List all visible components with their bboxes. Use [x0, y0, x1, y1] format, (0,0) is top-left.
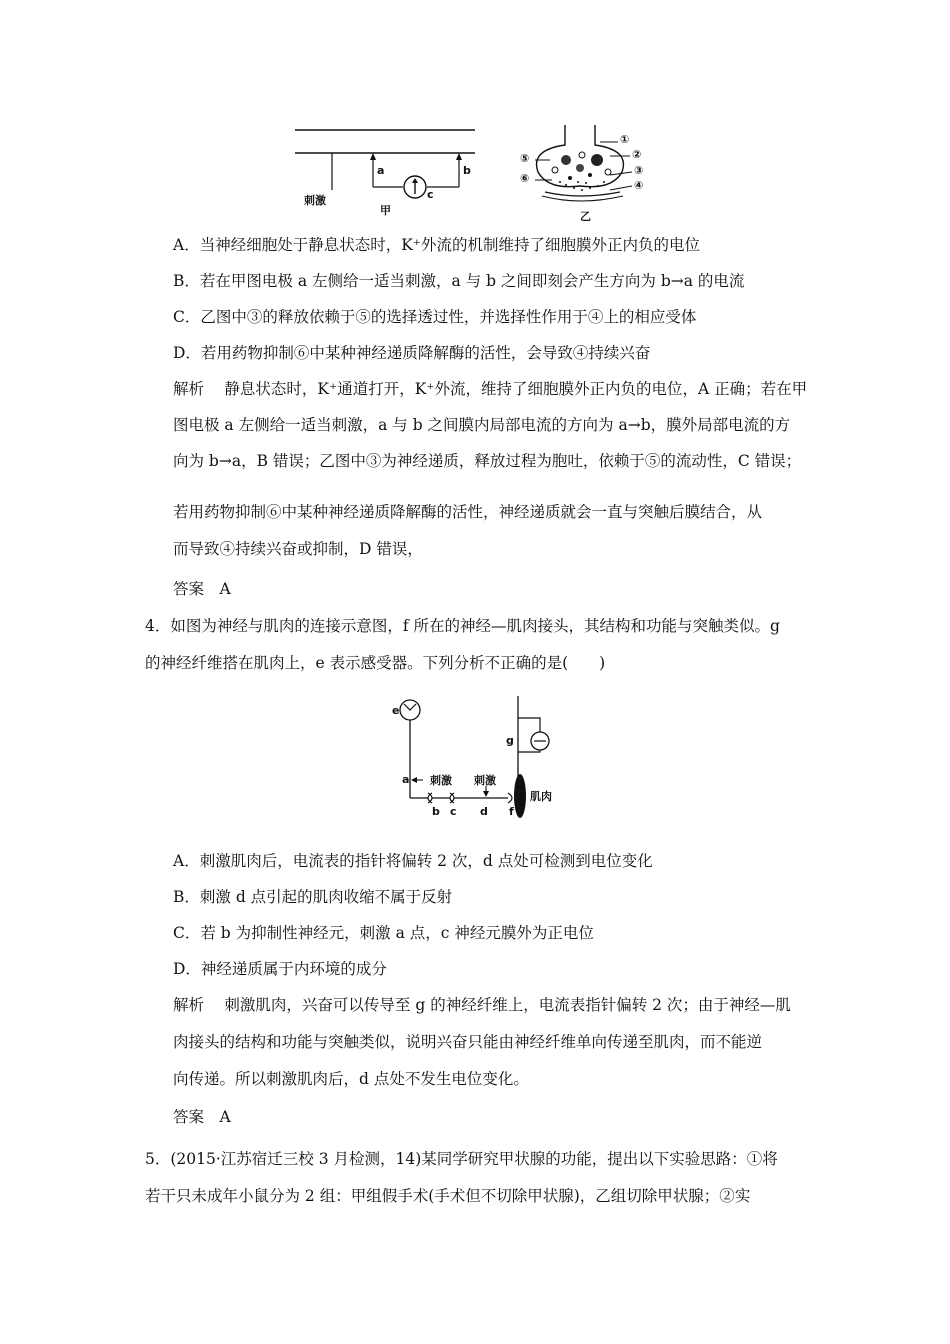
q4-option-b: B．刺激 d 点引起的肌肉收缩不属于反射 [173, 888, 453, 906]
label-b: b [432, 805, 440, 818]
label-stim: 刺激 [304, 194, 326, 207]
q3-analysis-line: 图电极 a 左侧给一适当刺激，a 与 b 之间膜内局部电流的方向为 a→b，膜外局部电流的方 [173, 416, 791, 434]
label-f: f [509, 805, 514, 818]
q4-stem-line: 的神经纤维搭在肌肉上，e 表示感受器。下列分析不正确的是( ) [145, 654, 606, 672]
q4-analysis-line: 解析 刺激肌肉，兴奋可以传导至 g 的神经纤维上，电流表指针偏转 2 次；由于神经—肌 [173, 996, 791, 1014]
q5-stem-line: 5．(2015·江苏宿迁三校 3 月检测，14)某同学研究甲状腺的功能，提出以下实验思路：①将 [145, 1150, 778, 1168]
label-stim2: 刺激 [474, 774, 496, 787]
figure-nerve-muscle [388, 688, 568, 823]
label-a: a [377, 164, 385, 177]
q4-option-c: C．若 b 为抑制性神经元，刺激 a 点，c 神经元膜外为正电位 [173, 924, 594, 942]
label-c: c [450, 805, 457, 818]
label-g: g [506, 734, 514, 747]
label-a: a [402, 773, 410, 786]
label-e: e [392, 704, 400, 717]
q3-option-c: C．乙图中③的释放依赖于⑤的选择透过性，并选择性作用于④上的相应受体 [173, 308, 697, 326]
marker-6: ⑥ [520, 172, 530, 185]
marker-2: ② [632, 148, 642, 161]
label-d: d [480, 805, 488, 818]
q3-option-b: B．若在甲图电极 a 左侧给一适当刺激，a 与 b 之间即刻会产生方向为 b→a 的电流 [173, 272, 745, 290]
q3-analysis-line: 而导致④持续兴奋或抑制，D 错误， [173, 540, 423, 558]
label-b: b [463, 164, 471, 177]
label-muscle: 肌肉 [530, 790, 552, 803]
q4-option-a: A．刺激肌肉后，电流表的指针将偏转 2 次，d 点处可检测到电位变化 [173, 852, 653, 870]
label-yi: 乙 [580, 210, 591, 223]
q4-analysis-line: 肉接头的结构和功能与突触类似，说明兴奋只能由神经纤维单向传递至肌肉，而不能逆 [173, 1033, 763, 1051]
marker-4: ④ [634, 179, 644, 192]
q3-option-d: D．若用药物抑制⑥中某种神经递质降解酶的活性，会导致④持续兴奋 [173, 344, 651, 362]
q3-analysis-line: 若用药物抑制⑥中某种神经递质降解酶的活性，神经递质就会一直与突触后膜结合，从 [173, 503, 763, 521]
q4-analysis-line: 向传递。所以刺激肌肉后，d 点处不发生电位变化。 [173, 1070, 529, 1088]
figure-jia-svg [290, 120, 670, 225]
marker-3: ③ [634, 164, 644, 177]
label-c: c [427, 188, 434, 201]
q5-stem-line: 若干只未成年小鼠分为 2 组：甲组假手术(手术但不切除甲状腺)，乙组切除甲状腺；②实 [145, 1187, 751, 1205]
q3-analysis-line: 解析 静息状态时，K⁺通道打开，K⁺外流，维持了细胞膜外正内负的电位，A 正确；若在甲 [173, 380, 808, 398]
figure-jia-yi [290, 120, 670, 225]
q3-analysis-line: 向为 b→a，B 错误；乙图中③为神经递质，释放过程为胞吐，依赖于⑤的流动性，C 错误； [173, 452, 802, 470]
marker-1: ① [620, 133, 630, 146]
q4-stem-line: 4．如图为神经与肌肉的连接示意图，f 所在的神经—肌肉接头，其结构和功能与突触类似。g [145, 617, 780, 635]
label-stim1: 刺激 [430, 774, 452, 787]
q4-option-d: D．神经递质属于内环境的成分 [173, 960, 387, 978]
q3-option-a: A．当神经细胞处于静息状态时，K⁺外流的机制维持了细胞膜外正内负的电位 [173, 236, 700, 254]
q4-answer: 答案 A [173, 1108, 231, 1126]
q3-answer: 答案 A [173, 580, 231, 598]
marker-5: ⑤ [520, 152, 530, 165]
label-jia: 甲 [380, 204, 391, 217]
